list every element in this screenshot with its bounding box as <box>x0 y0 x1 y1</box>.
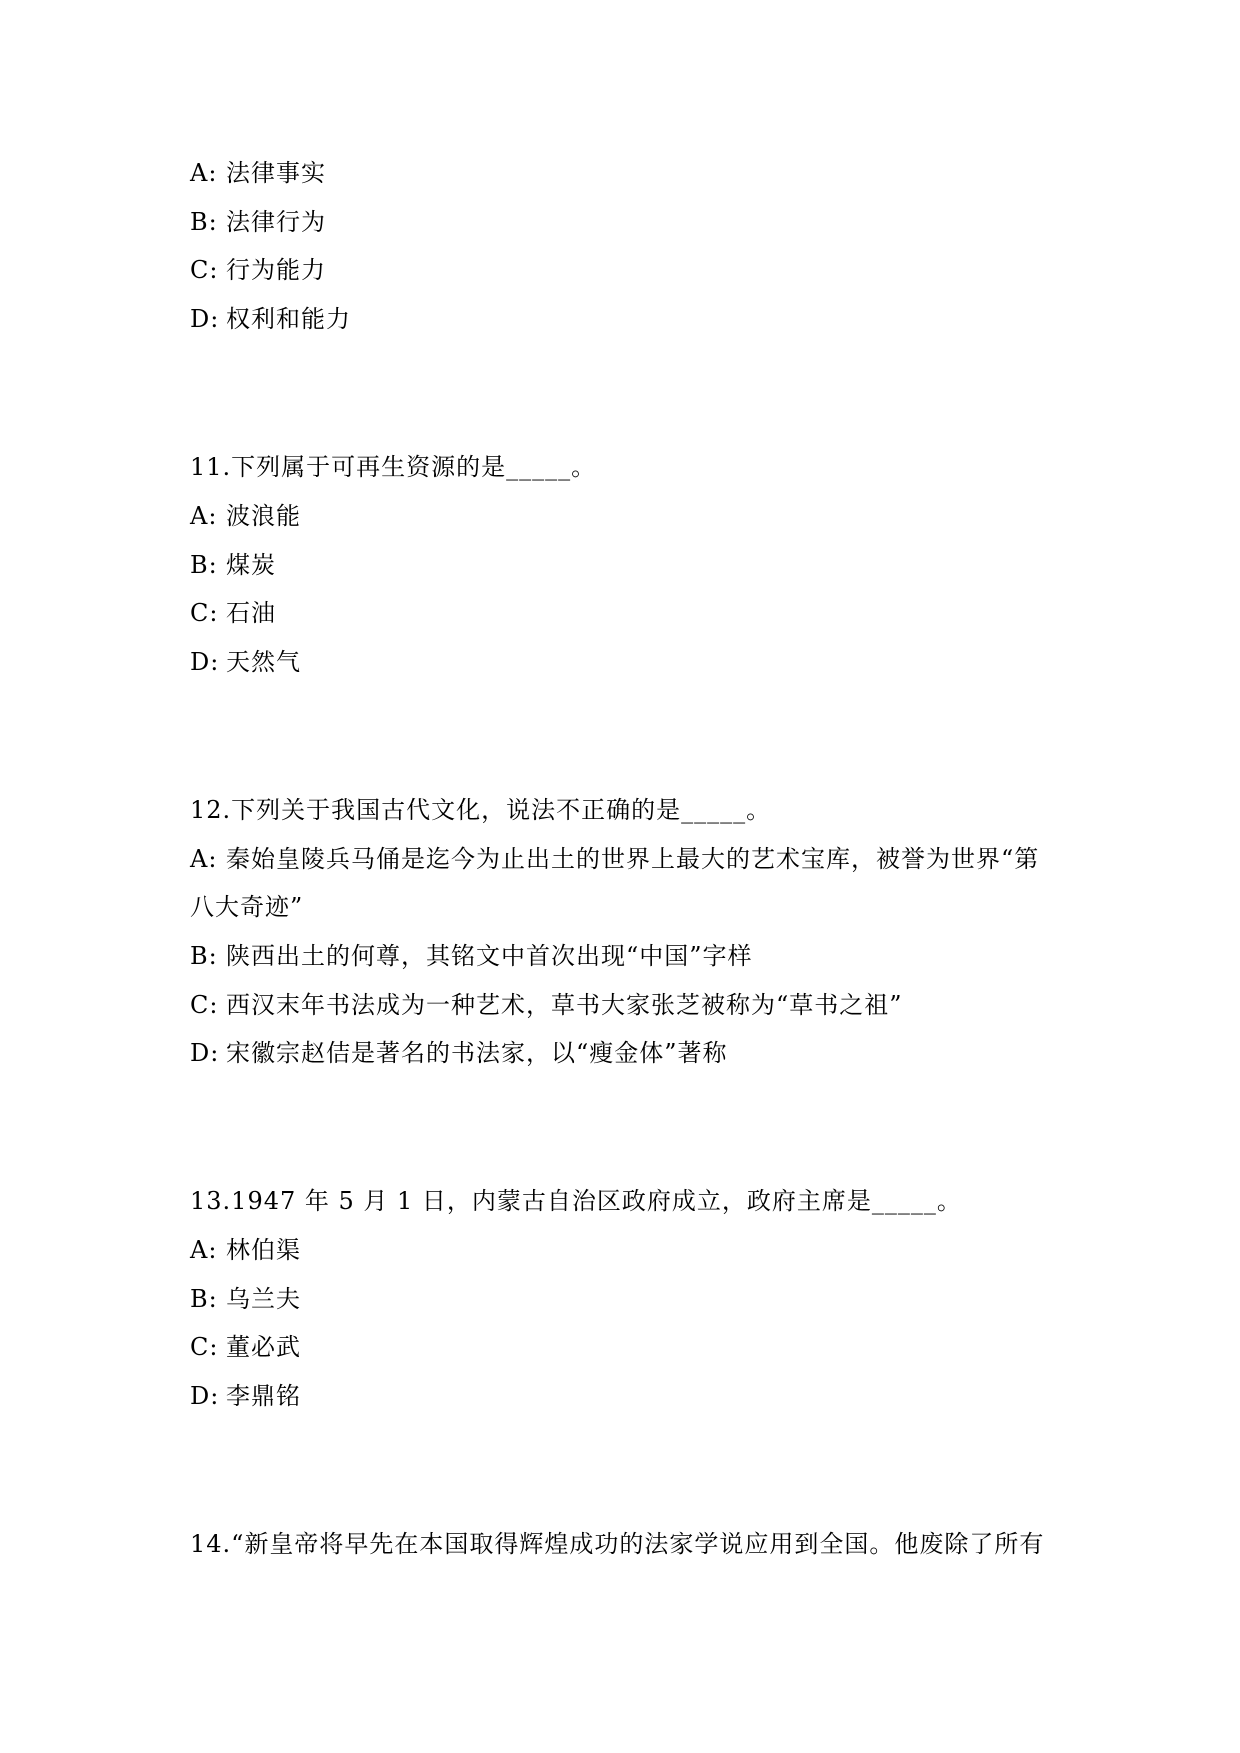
option-label: B: <box>190 942 218 970</box>
q12-stem: 12.下列关于我国古代文化，说法不正确的是_____。 <box>190 796 772 824</box>
q11-option-a <box>190 501 1070 531</box>
q10-option-a <box>190 158 1070 188</box>
q10-option-c <box>190 255 1070 285</box>
option-text: 西汉末年书法成为一种艺术，草书大家张芝被称为“草书之祖” <box>226 991 903 1019</box>
option-text: 乌兰夫 <box>226 1285 301 1313</box>
option-text: 李鼎铭 <box>226 1382 301 1410</box>
option-text: 法律事实 <box>226 159 326 187</box>
option-label: B: <box>190 551 218 579</box>
option-label: B: <box>190 208 218 236</box>
option-text: 宋徽宗赵佶是著名的书法家，以“瘦金体”著称 <box>226 1039 728 1067</box>
q13-option-d <box>190 1381 1070 1411</box>
option-label: C: <box>190 991 219 1019</box>
option-text: 董必武 <box>226 1333 301 1361</box>
q13-option-b <box>190 1284 1070 1314</box>
option-text: 石油 <box>226 599 276 627</box>
option-label: D: <box>190 1382 220 1410</box>
option-text: 权利和能力 <box>226 305 351 333</box>
option-text: 林伯渠 <box>226 1236 301 1264</box>
q11-stem: 11.下列属于可再生资源的是_____。 <box>190 453 597 481</box>
option-label: C: <box>190 599 219 627</box>
q12-option-d <box>190 1038 1070 1068</box>
option-label: A: <box>190 159 218 187</box>
q13-option-c <box>190 1332 1070 1362</box>
q13-option-a <box>190 1235 1070 1265</box>
q12-option-c <box>190 990 1070 1020</box>
q11-option-d <box>190 647 1070 677</box>
q13-stem: 13.1947 年 5 月 1 日，内蒙古自治区政府成立，政府主席是_____。 <box>190 1187 962 1215</box>
option-label: A: <box>190 1236 218 1264</box>
option-text: 天然气 <box>226 648 301 676</box>
q11-option-b <box>190 550 1070 580</box>
option-label: C: <box>190 1333 219 1361</box>
q12-option-b <box>190 941 1070 971</box>
option-text: 波浪能 <box>226 502 301 530</box>
option-label: D: <box>190 648 220 676</box>
q10-option-d <box>190 304 1070 334</box>
q11-option-c <box>190 598 1070 628</box>
q12-option-a <box>190 844 1070 874</box>
option-label: A: <box>190 502 218 530</box>
option-text: 秦始皇陵兵马俑是迄今为止出土的世界上最大的艺术宝库，被誉为世界“第 <box>226 845 1040 873</box>
option-text: 煤炭 <box>226 551 276 579</box>
q14-stem: 14.“新皇帝将早先在本国取得辉煌成功的法家学说应用到全国。他废除了所有 <box>190 1530 1045 1558</box>
option-label: C: <box>190 256 219 284</box>
option-text: 陕西出土的何尊，其铭文中首次出现“中国”字样 <box>226 942 753 970</box>
q10-option-b <box>190 207 1070 237</box>
option-label: D: <box>190 1039 220 1067</box>
option-label: B: <box>190 1285 218 1313</box>
option-text: 法律行为 <box>226 208 326 236</box>
option-label: A: <box>190 845 218 873</box>
q12-option-a-continued: 八大奇迹” <box>190 893 304 921</box>
option-text: 行为能力 <box>226 256 326 284</box>
option-label: D: <box>190 305 220 333</box>
